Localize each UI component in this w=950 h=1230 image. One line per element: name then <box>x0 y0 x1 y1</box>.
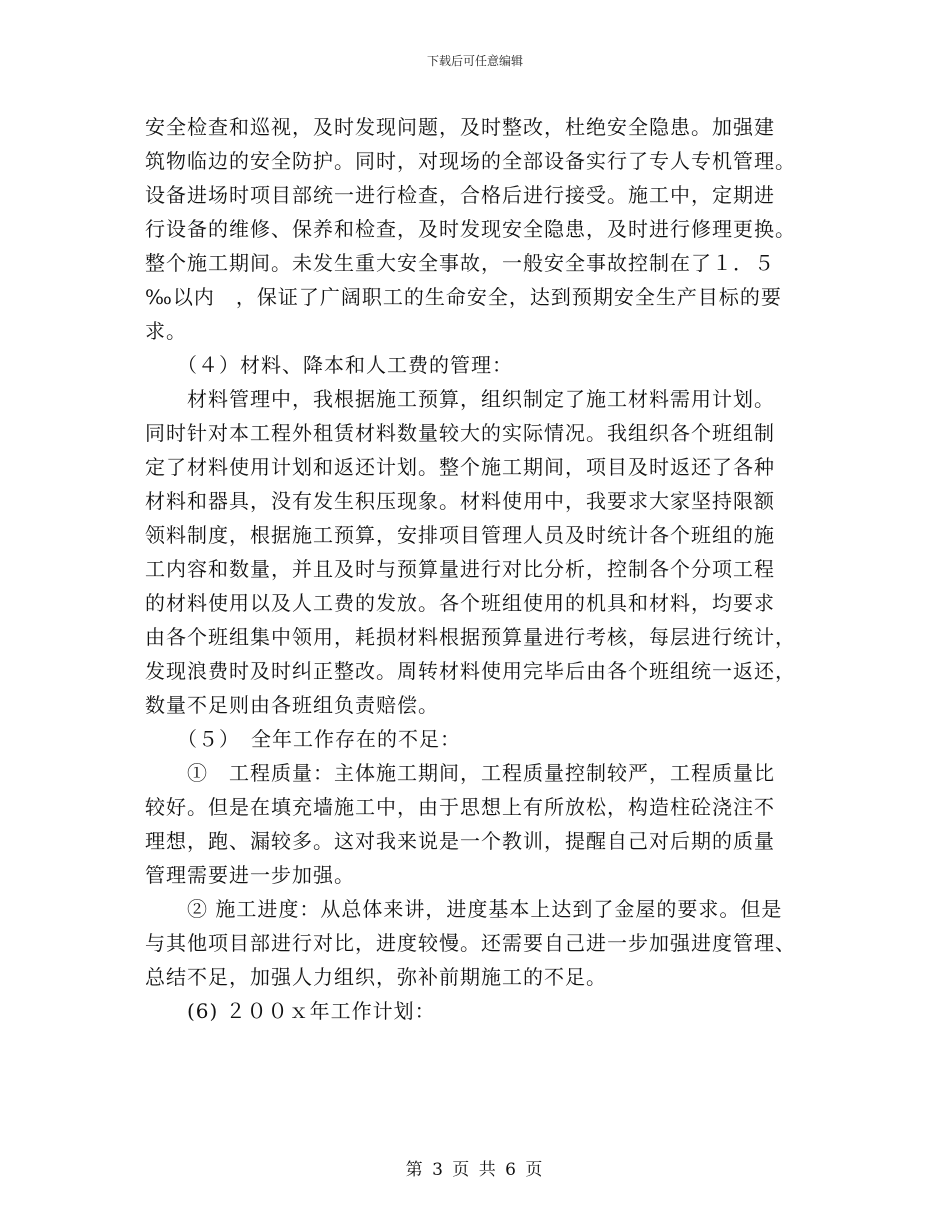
section-heading: （４）材料、降本和人工费的管理： <box>145 353 513 377</box>
text-line: 材料管理中，我根据施工预算，组织制定了施工材料需用计划。 <box>145 387 775 411</box>
text-line: 安全检查和巡视，及时发现问题，及时整改，杜绝安全隐患。加强建 <box>145 115 775 139</box>
text-line: 领料制度，根据施工预算，安排项目管理人员及时统计各个班组的施 <box>145 523 775 547</box>
text-line: 筑物临边的安全防护。同时，对现场的全部设备实行了专人专机管理。 <box>145 149 796 173</box>
text-line: 总结不足，加强人力组织，弥补前期施工的不足。 <box>145 965 607 989</box>
section-heading: （５） 全年工作存在的不足： <box>145 727 461 751</box>
text-line: 材料和器具，没有发生积压现象。材料使用中，我要求大家坚持限额 <box>145 489 775 513</box>
body-text <box>145 110 805 1028</box>
text-line: 管理需要进一步加强。 <box>145 863 355 887</box>
text-line: 工内容和数量，并且及时与预算量进行对比分析，控制各个分项工程 <box>145 557 775 581</box>
text-line: 发现浪费时及时纠正整改。周转材料使用完毕后由各个班组统一返还， <box>145 659 796 683</box>
text-line: ① 工程质量：主体施工期间，工程质量控制较严，工程质量比 <box>145 761 775 785</box>
text-line: 数量不足则由各班组负责赔偿。 <box>145 693 439 717</box>
page-footer: 第 3 页 共 6 页 <box>405 1160 545 1180</box>
text-line: 定了材料使用计划和返还计划。整个施工期间，项目及时返还了各种 <box>145 455 775 479</box>
text-line: 与其他项目部进行对比，进度较慢。还需要自己进一步加强进度管理、 <box>145 931 796 955</box>
text-line: 求。 <box>145 319 187 343</box>
page-header: 下载后可任意编辑 <box>426 54 523 68</box>
text-line: 较好。但是在填充墙施工中，由于思想上有所放松，构造柱砼浇注不 <box>145 795 775 819</box>
text-line: 的材料使用以及人工费的发放。各个班组使用的机具和材料，均要求 <box>145 591 775 615</box>
text-line: ‰以内 ，保证了广阔职工的生命安全，达到预期安全生产目标的要 <box>145 285 782 309</box>
text-line: 由各个班组集中领用，耗损材料根据预算量进行考核，每层进行统计， <box>145 625 796 649</box>
section-heading: (6) ２００ｘ年工作计划： <box>145 999 436 1023</box>
text-line: 理想，跑、漏较多。这对我来说是一个教训，提醒自己对后期的质量 <box>145 829 775 853</box>
text-line: 行设备的维修、保养和检查，及时发现安全隐患，及时进行修理更换。 <box>145 217 796 241</box>
text-line: ② 施工进度：从总体来讲，进度基本上达到了金屋的要求。但是 <box>145 897 783 921</box>
text-line: 同时针对本工程外租赁材料数量较大的实际情况。我组织各个班组制 <box>145 421 775 445</box>
text-line: 整个施工期间。未发生重大安全事故，一般安全事故控制在了１．５ <box>145 251 775 275</box>
text-line: 设备进场时项目部统一进行检查，合格后进行接受。施工中，定期进 <box>145 183 775 207</box>
